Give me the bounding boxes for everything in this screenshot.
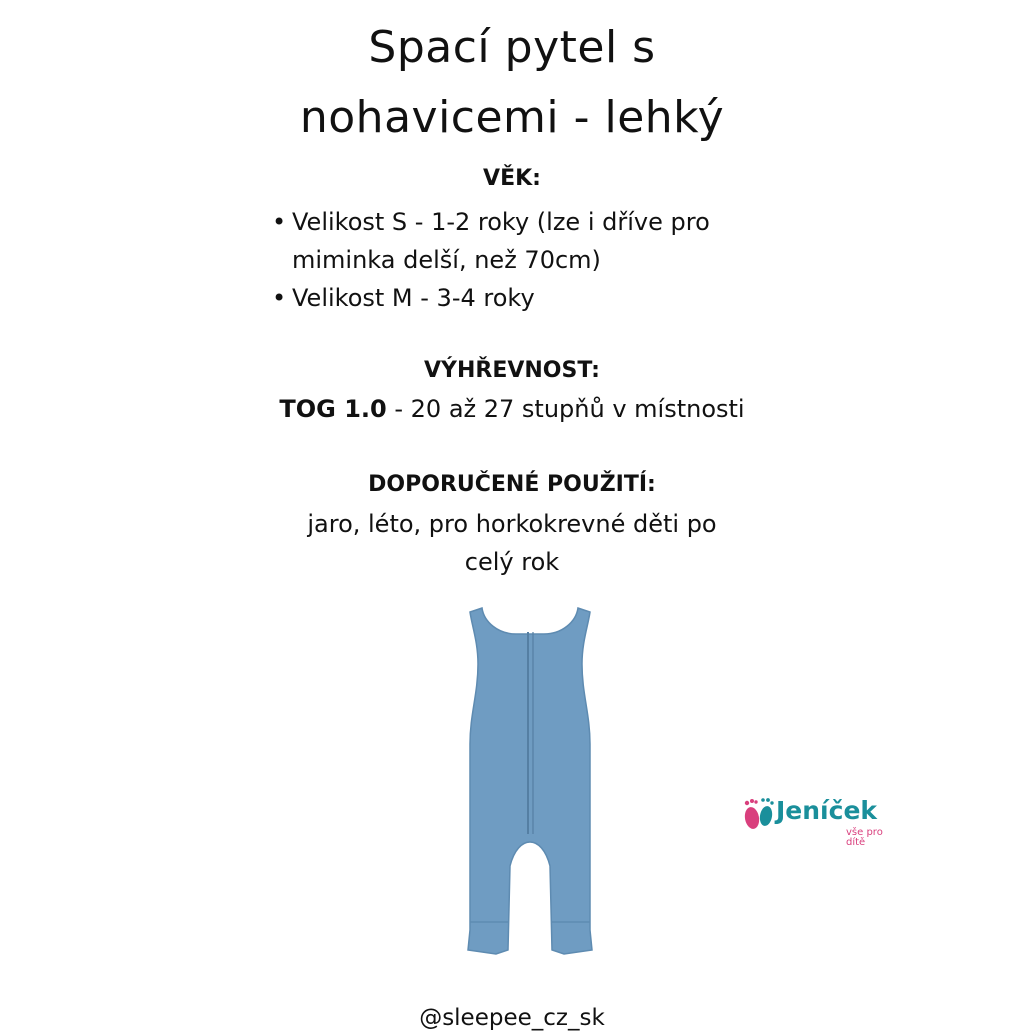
brand-logo bbox=[742, 794, 902, 848]
sleeping-bag-product-image bbox=[442, 604, 618, 966]
age-list bbox=[268, 203, 772, 317]
usage-heading: DOPORUČENÉ POUŽITÍ: bbox=[368, 472, 656, 497]
page-title-line-1: Spací pytel s bbox=[368, 22, 656, 73]
age-size-m: Velikost M - 3-4 roky bbox=[292, 284, 535, 312]
page-title-line-2: nohavicemi - lehký bbox=[299, 92, 725, 143]
age-heading: VĚK: bbox=[483, 166, 541, 191]
usage-line-1: jaro, léto, pro horkokrevné děti po bbox=[307, 510, 717, 538]
tog-label: TOG 1.0 bbox=[279, 395, 387, 423]
brand-tagline: vše pro dítě bbox=[846, 827, 883, 848]
sleeping-bag-body-shape bbox=[468, 608, 592, 954]
tog-text: - 20 až 27 stupňů v místnosti bbox=[386, 395, 745, 423]
list-item bbox=[268, 203, 772, 279]
brand-name: Jeníček bbox=[776, 796, 878, 825]
social-handle: @sleepee_cz_sk bbox=[419, 1005, 605, 1031]
age-size-s: Velikost S - 1-2 roky (lze i dříve pro miminka delší, než 70cm) bbox=[292, 208, 710, 274]
bullet-icon: • bbox=[272, 208, 287, 236]
list-item bbox=[268, 279, 772, 317]
baby-feet-icon bbox=[742, 794, 776, 834]
usage-line-2: celý rok bbox=[464, 548, 560, 576]
bullet-icon: • bbox=[272, 284, 287, 312]
warmth-heading: VÝHŘEVNOST: bbox=[424, 358, 600, 383]
warmth-line bbox=[0, 397, 1024, 421]
